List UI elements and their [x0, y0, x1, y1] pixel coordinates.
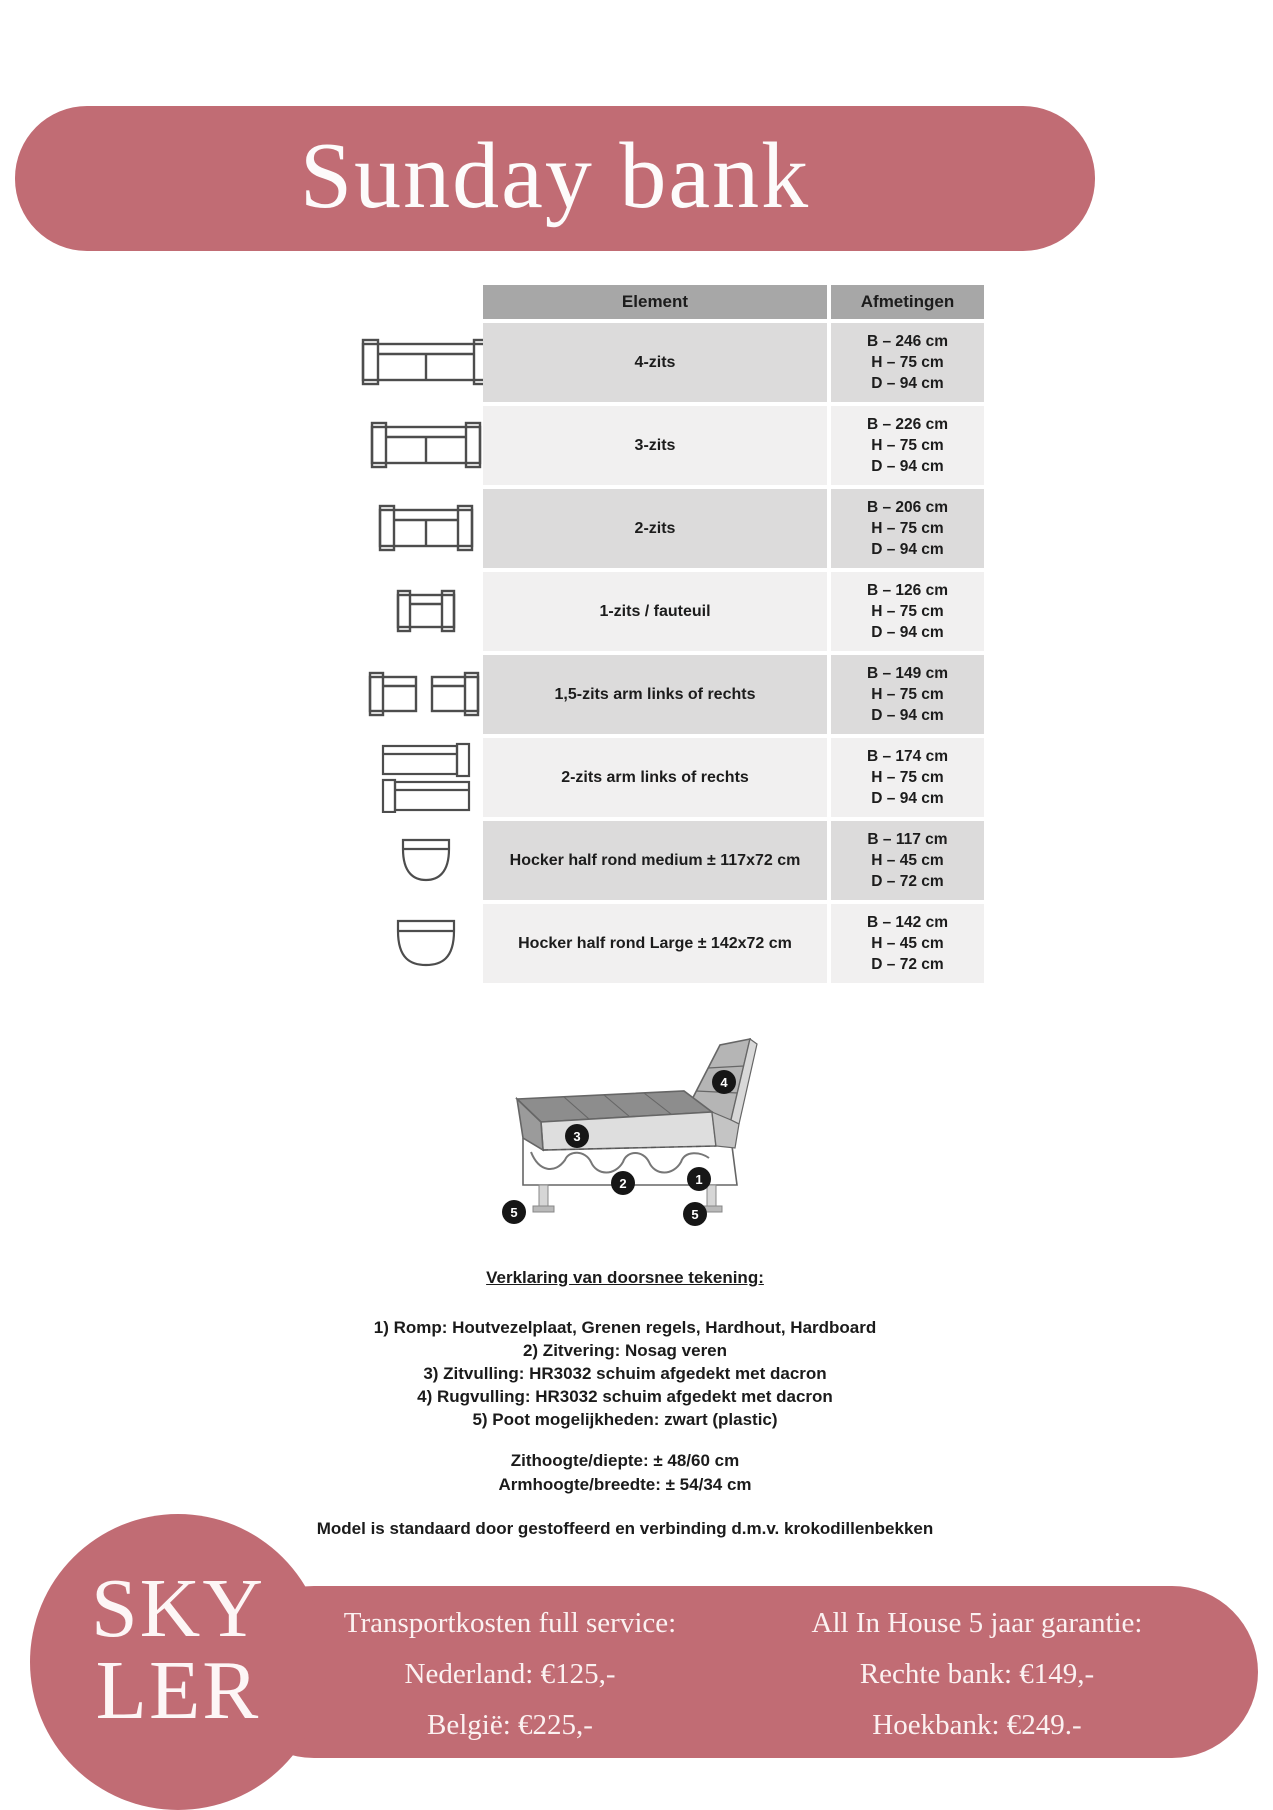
table-row-dims: B – 126 cm H – 75 cm D – 94 cm	[831, 572, 984, 651]
badge-4: 4	[720, 1075, 728, 1090]
sofa-1-5zits-arm-icon	[367, 670, 485, 718]
measurements	[0, 1449, 1250, 1497]
explanation-line: 2) Zitvering: Nosag veren	[522, 1341, 728, 1360]
skyler-logo	[30, 1514, 326, 1810]
table-row-element: 1,5-zits arm links of rechts	[483, 655, 827, 734]
transport-title: Transportkosten full service:	[343, 1607, 677, 1639]
warranty-title: All In House 5 jaar garantie:	[811, 1607, 1143, 1639]
sofa-cross-section-diagram	[487, 1036, 787, 1237]
sofa-side-view	[487, 1036, 787, 1232]
hocker-large-icon	[395, 918, 457, 968]
explanation-line: 1) Romp: Houtvezelplaat, Grenen regels, Hardhout, Hardboard	[373, 1318, 877, 1337]
sofa-2zits-icon	[377, 503, 475, 553]
arm-height-line: Armhoogte/breedte: ± 54/34 cm	[498, 1475, 752, 1494]
badge-3: 3	[573, 1129, 581, 1144]
table-row-element: 1-zits / fauteuil	[483, 572, 827, 651]
table-row-element: Hocker half rond medium ± 117x72 cm	[483, 821, 827, 900]
explanation-title: Verklaring van doorsnee tekening:	[486, 1268, 764, 1287]
badge-2: 2	[619, 1176, 627, 1191]
table-row-dims: B – 246 cm H – 75 cm D – 94 cm	[831, 323, 984, 402]
warranty-straight: Rechte bank: €149,-	[859, 1658, 1095, 1690]
explanation-line: 5) Poot mogelijkheden: zwart (plastic)	[472, 1410, 778, 1429]
badge-5-right: 5	[691, 1207, 699, 1222]
badge-1: 1	[695, 1172, 703, 1187]
logo-line-1: SKY	[90, 1562, 266, 1655]
table-row-element: 4-zits	[483, 323, 827, 402]
model-note: Model is standaard door gestoffeerd en verbinding d.m.v. krokodillenbekken	[316, 1519, 934, 1538]
seat-height-line: Zithoogte/diepte: ± 48/60 cm	[510, 1451, 740, 1470]
sofa-icons-column	[352, 322, 500, 986]
table-row-dims: B – 117 cm H – 45 cm D – 72 cm	[831, 821, 984, 900]
table-row-dims: B – 142 cm H – 45 cm D – 72 cm	[831, 904, 984, 983]
page-title: Sunday bank	[299, 123, 811, 228]
explanation-line: 3) Zitvulling: HR3032 schuim afgedekt met dacron	[423, 1364, 827, 1383]
table-row-element: 3-zits	[483, 406, 827, 485]
table-row-element: Hocker half rond Large ± 142x72 cm	[483, 904, 827, 983]
table-row-dims: B – 149 cm H – 75 cm D – 94 cm	[831, 655, 984, 734]
table-row-element: 2-zits	[483, 489, 827, 568]
table-row-dims: B – 174 cm H – 75 cm D – 94 cm	[831, 738, 984, 817]
sofa-3zits-icon	[369, 420, 483, 470]
sofa-1zits-icon	[395, 588, 457, 634]
hocker-medium-icon	[400, 837, 452, 883]
table-row-dims: B – 226 cm H – 75 cm D – 94 cm	[831, 406, 984, 485]
footer-transport-column	[300, 1598, 720, 1751]
explanation-line: 4) Rugvulling: HR3032 schuim afgedekt met dacron	[417, 1387, 833, 1406]
sofa-2zits-arm-icon	[380, 741, 472, 813]
table-row-element: 2-zits arm links of rechts	[483, 738, 827, 817]
footer-warranty-column	[762, 1598, 1192, 1751]
dimensions-table	[483, 285, 984, 983]
transport-be: België: €225,-	[427, 1709, 593, 1741]
badge-5-left: 5	[510, 1205, 518, 1220]
explanation-block	[0, 1268, 1250, 1539]
sofa-4zits-icon	[360, 337, 492, 387]
title-banner	[15, 106, 1095, 251]
table-header-afmetingen: Afmetingen	[831, 285, 984, 319]
table-row-dims: B – 206 cm H – 75 cm D – 94 cm	[831, 489, 984, 568]
warranty-corner: Hoekbank: €249.-	[872, 1709, 1082, 1741]
transport-nl: Nederland: €125,-	[404, 1658, 616, 1690]
logo-line-2: LER	[95, 1644, 261, 1737]
table-header-element: Element	[483, 285, 827, 319]
